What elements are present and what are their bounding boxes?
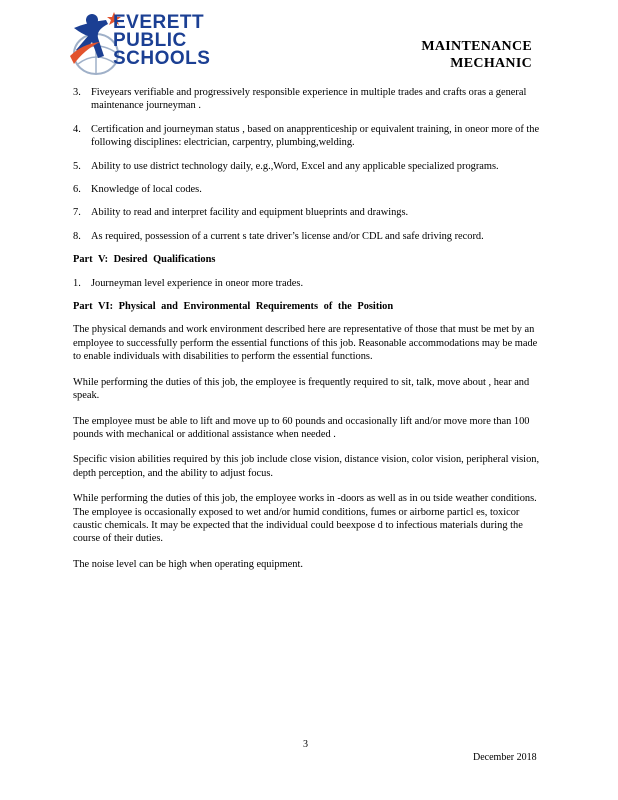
logo-line-3: SCHOOLS — [113, 48, 211, 69]
requirements-list — [73, 86, 543, 243]
list-item — [73, 206, 543, 219]
page-number: 3 — [303, 739, 308, 750]
item-text: Certification and journeyman status , based on anapprenticeship or equivalent training, in oneor more of the following disciplines: electrician, carpentry, plumbing,welding. — [91, 123, 540, 149]
paragraph: Specific vision abilities required by this job include close vision, distance vision, color vision, peripheral vision, depth perception, and the ability to adjust focus. — [73, 454, 540, 479]
logo-wordmark — [113, 14, 210, 68]
job-title — [421, 38, 532, 72]
item-number: 4. — [73, 123, 81, 135]
list-item — [73, 277, 543, 290]
desired-list — [73, 277, 543, 290]
section-heading-desired-qualifications: Part V: Desired Qualifications — [73, 254, 216, 266]
document-body — [73, 86, 543, 583]
paragraph: The employee must be able to lift and move up to 60 pounds and occasionally lift and/or move more than 100 pounds with mechanical or additional assistance when needed . — [73, 415, 530, 440]
logo-line-1: EVERETT — [113, 12, 205, 33]
paragraph: While performing the duties of this job, the employee works in -doors as well as in ou tside weather conditions. The employee is occasionally exposed to wet and/or humid conditions, fumes or airborne particl es, toxicor caustic chemicals. It may be expected that the individual could beexpose d to infectious materials during the course of their duties. — [73, 493, 537, 545]
item-text: Knowledge of local codes. — [91, 184, 202, 196]
item-number: 6. — [73, 184, 81, 196]
item-number: 8. — [73, 230, 81, 242]
list-item — [73, 123, 543, 150]
paragraph: While performing the duties of this job, the employee is frequently required to sit, talk, move about , hear and speak. — [73, 376, 530, 402]
item-number: 1. — [73, 277, 81, 289]
item-text: As required, possession of a current s tate driver’s license and/or CDL and safe driving record. — [91, 230, 484, 242]
list-item — [73, 86, 543, 113]
item-number: 3. — [73, 87, 81, 98]
job-title-line-1: MAINTENANCE — [421, 39, 532, 54]
item-text: Fiveyears verifiable and progressively responsible experience in multiple trades and crafts oras a general maintenance journeyman . — [91, 87, 527, 112]
logo-line-2: PUBLIC — [113, 30, 187, 51]
item-number: 7. — [73, 207, 81, 219]
item-text: Journeyman level experience in oneor more trades. — [91, 277, 304, 289]
footer-date: December 2018 — [473, 752, 537, 763]
job-title-line-2: MECHANIC — [450, 56, 532, 71]
paragraph: The physical demands and work environment described here are representative of those that must be met by an employee to successfully perform the essential functions of this job. Reasonable accommodations may be made to enable individuals with disabilities to perform the essential functions. — [73, 324, 538, 363]
list-item — [73, 160, 543, 173]
paragraph: The noise level can be high when operating equipment. — [73, 558, 303, 570]
list-item — [73, 230, 543, 243]
item-text: Ability to use district technology daily, e.g.,Word, Excel and any applicable specialized programs. — [91, 160, 499, 172]
section-heading-physical-requirements: Part VI: Physical and Environmental Requirements of the Position — [73, 301, 394, 313]
item-number: 5. — [73, 160, 81, 172]
list-item — [73, 183, 543, 196]
item-text: Ability to read and interpret facility and equipment blueprints and drawings. — [91, 207, 409, 219]
